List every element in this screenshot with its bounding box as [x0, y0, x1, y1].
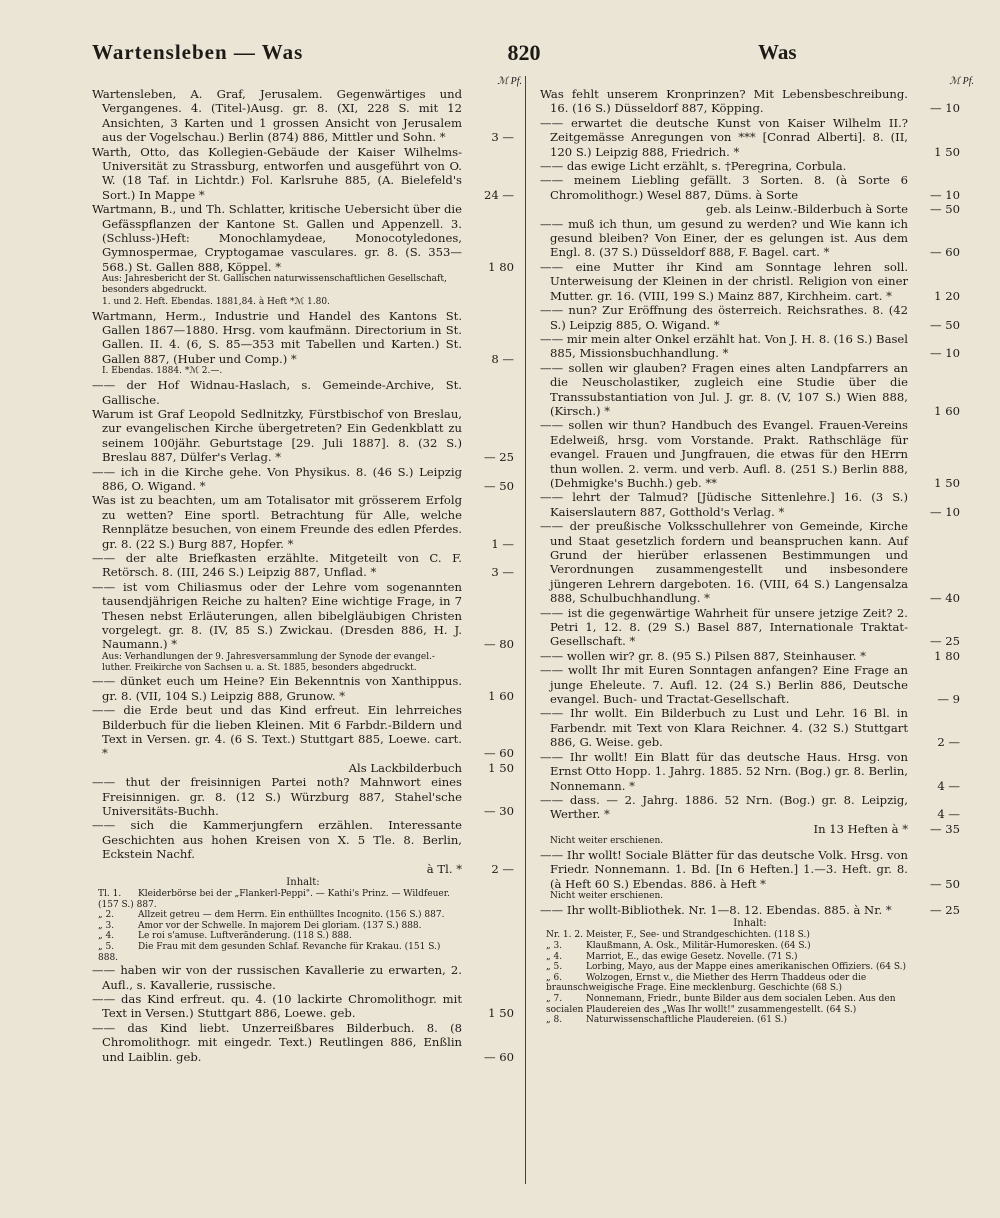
catalog-entry — [92, 963, 514, 992]
contents-title: Naturwissenschaftliche Plaudereien. (61 S.) — [586, 1015, 788, 1026]
catalog-entry — [540, 87, 960, 116]
variant-label: In 13 Heften à * — [813, 821, 908, 836]
contents-item — [540, 941, 960, 952]
running-head-right: Was — [758, 40, 797, 64]
contents-number: „ 7. — [546, 993, 563, 1004]
entry-text: —— wollen wir? gr. 8. (95 S.) Pilsen 887, Steinhauser. * — [540, 648, 866, 663]
catalog-entry — [92, 465, 514, 494]
entry-price: 24 — — [483, 187, 514, 202]
contents-item — [540, 1015, 960, 1026]
column-divider — [525, 76, 526, 1184]
entry-text: —— erwartet die deutsche Kunst von Kaiser Wilhelm II.? Zeitgemässe Anregungen von *** [Conrad Alberti]. 8. (II, 120 S.) Leipzig 888, Friedrich. * — [540, 115, 908, 159]
entry-text: —— der alte Briefkasten erzählte. Mitgeteilt von C. F. Retörsch. 8. (III, 246 S.) Leipzig 887, Unflad. * — [92, 550, 462, 580]
price-variant-line — [92, 761, 514, 775]
catalog-entry — [540, 217, 960, 260]
catalog-entry — [540, 303, 960, 332]
entry-text: —— das ewige Licht erzählt, s. †Peregrina, Corbula. — [540, 159, 847, 174]
entry-text: —— thut der freisinnigen Partei noth? Mahnwort eines Freisinnigen. gr. 8. (12 S.) Würzburg 887, Stahel'sche Universitäts-Buchh. — [92, 775, 462, 819]
entry-price: 1 50 — [488, 1006, 514, 1021]
catalog-entry — [92, 1021, 514, 1064]
contents-item — [92, 889, 514, 910]
entry-price: 2 — — [937, 735, 960, 750]
entry-note: 1. und 2. Heft. Ebendas. 1881,84. à Heft *ℳ 1.80. — [102, 296, 330, 307]
entry-price: — 25 — [929, 634, 960, 649]
catalog-entry — [540, 606, 960, 649]
contents-item — [92, 910, 514, 921]
entry-price: 1 — — [491, 536, 514, 551]
entry-price: 1 50 — [934, 144, 960, 159]
price-variant-line — [540, 202, 960, 216]
catalog-entry — [92, 580, 514, 652]
entry-text: —— Ihr wollt! Ein Blatt für das deutsche Haus. Hrsg. von Ernst Otto Hopp. 1. Jahrg. 1885. 52 Nrn. (Bog.) gr. 8. Berlin, Nonnemann. * — [540, 749, 908, 793]
catalog-entry — [92, 818, 514, 861]
entry-price: 1 20 — [934, 288, 960, 303]
entry-price: — 50 — [483, 478, 514, 493]
page-header — [0, 40, 1000, 70]
contents-number: „ 4. — [546, 951, 563, 962]
entry-price: — 50 — [929, 317, 960, 332]
catalog-entry — [540, 519, 960, 605]
catalog-entry — [92, 493, 514, 551]
entry-text: —— wollt Ihr mit Euren Sonntagen anfangen? Eine Frage an junge Eheleute. 7. Aufl. 12. (24 S.) Berlin 886, Deutsche evangel. Buch- und Tractat-Gesellschaft. — [540, 663, 908, 707]
entry-price: 4 — — [937, 807, 960, 822]
page-number: 820 — [507, 40, 541, 65]
catalog-entry — [540, 116, 960, 159]
contents-title: Nonnemann, Friedr., bunte Bilder aus dem socialen Leben. Aus den socialen Plaudereien des „Was Ihr wollt!" zusammengestellt. (64 S.) — [546, 993, 896, 1015]
entry-price: — 60 — [483, 746, 514, 761]
entry-price: — 80 — [483, 637, 514, 652]
price-variant-line — [540, 822, 960, 836]
currency-unit-header: ℳ Pf. — [497, 76, 522, 87]
catalog-entry — [540, 260, 960, 303]
variant-price: 1 50 — [488, 760, 514, 775]
contents-heading: Inhalt: — [733, 918, 767, 930]
entry-price: — 10 — [929, 504, 960, 519]
contents-heading: Inhalt: — [286, 877, 320, 889]
contents-title: Die Frau mit dem gesunden Schlaf. Revanche für Krakau. (151 S.) 888. — [98, 942, 441, 963]
entry-text: —— ist vom Chiliasmus oder der Lehre vom sogenannten tausendjährigen Reiche zu halten? Eine wichtige Frage, in 7 Thesen nebst Erläuterungen, allen bibelgläubigen Christen vorgelegt. gr. 8. (IV, 85 S.) Zwickau. (Dresden 886, H. J. Naumann.) * — [92, 579, 462, 652]
catalog-entry — [92, 703, 514, 761]
entry-text: —— ist die gegenwärtige Wahrheit für unsere jetzige Zeit? 2. Petri 1, 12. 8. (29 S.) Basel 887, Internationale Traktat-Gesellschaft. * — [540, 605, 908, 649]
variant-price: — 50 — [929, 202, 960, 217]
entry-price: — 10 — [929, 346, 960, 361]
contents-title: Allzeit getreu — dem Herrn. Ein enthülltes Incognito. (156 S.) 887. — [138, 910, 445, 921]
price-variant-line — [92, 862, 514, 876]
entry-price: — 25 — [483, 450, 514, 465]
catalog-entry — [540, 361, 960, 419]
contents-item — [540, 973, 960, 994]
catalog-entry — [92, 145, 514, 203]
entry-price: 3 — — [491, 565, 514, 580]
catalog-entry — [92, 992, 514, 1021]
entry-text: Warth, Otto, das Kollegien-Gebäude der Kaiser Wilhelms-Universität zu Strassburg, entworfen und ausgeführt von O. W. (18 Taf. in Lichtdr.) Fol. Karlsruhe 885, (A. Bielefeld's Sort.) In Mappe * — [92, 144, 462, 202]
contents-item — [540, 962, 960, 973]
contents-title: Klaußmann, A. Osk., Militär-Humoresken. (64 S.) — [586, 940, 811, 951]
catalog-entry — [540, 750, 960, 793]
entry-note: I. Ebendas. 1884. *ℳ 2.—. — [102, 366, 223, 377]
entry-price: — 10 — [929, 187, 960, 202]
entry-price: 8 — — [491, 351, 514, 366]
currency-unit-header: ℳ Pf. — [949, 76, 974, 87]
catalog-entry — [540, 793, 960, 822]
contents-number: Nr. 1. 2. — [546, 930, 583, 941]
entry-price: 4 — — [937, 778, 960, 793]
entry-text: —— haben wir von der russischen Kavallerie zu erwarten, 2. Aufl., s. Kavallerie, russische. — [92, 963, 462, 992]
contents-title: Wolzogen, Ernst v., die Miether des Herrn Thaddeus oder die braunschweigische Frage. Eine mecklenburg. Geschichte (68 S.) — [546, 972, 867, 994]
entry-text: —— sollen wir thun? Handbuch des Evangel. Frauen-Vereins Edelweiß, hrsg. vom Vorstande. Prakt. Rathschläge für evangel. Frauen und Jungfrauen, die etwas für den HErrn thun wollen. 2. verm. und verb. Aufl. 8. (251 S.) Berlin 888, (Dehmigke's Buchh.) geb. ** — [540, 418, 908, 490]
catalog-entry — [92, 87, 514, 145]
catalog-entry — [540, 649, 960, 663]
entry-note: Aus: Jahresbericht der St. Gallischen naturwissenschaftlichen Gesellschaft, besonders abgedruckt. — [102, 274, 447, 296]
entry-text: —— der preußische Volksschullehrer von Gemeinde, Kirche und Staat gesetzlich fordern und beanspruchen kann. Auf Grund der hierüber erlassenen Bestimmungen und Verordnungen zusammengestellt und insbesondere jüngeren Lehrern dargeboten. 16. (VIII, 64 S.) Langensalza 888, Schulbuchhandlung. * — [540, 519, 908, 606]
contents-item — [540, 994, 960, 1015]
contents-number: „ 5. — [98, 942, 115, 953]
catalog-entry — [92, 551, 514, 580]
entry-text: Was ist zu beachten, um am Totalisator mit grösserem Erfolg zu wetten? Eine sportl. Betrachtung für Alle, welche Rennplätze besuchen, von einem Freunde des edlen Pferdes. gr. 8. (22 S.) Burg 887, Hopfer. * — [92, 493, 462, 551]
catalog-entry — [540, 663, 960, 706]
contents-number: „ 6. — [546, 972, 563, 983]
contents-number: „ 8. — [546, 1015, 563, 1026]
catalog-entry — [540, 332, 960, 361]
entry-text: —— nun? Zur Eröffnung des österreich. Reichsrathes. 8. (42 S.) Leipzig 885, O. Wigand. * — [540, 303, 908, 332]
catalog-entry — [540, 706, 960, 749]
running-head-left: Wartensleben — Was — [92, 40, 304, 64]
catalog-entry — [540, 159, 960, 173]
variant-label: Als Lackbilderbuch — [348, 760, 462, 775]
entry-text: —— das Kind liebt. Unzerreißbares Bilderbuch. 8. (8 Chromolithogr. mit eingedr. Text.) Reutlingen 886, Enßlin und Laiblin. geb. — [92, 1020, 462, 1064]
entry-text: —— dass. — 2. Jahrg. 1886. 52 Nrn. (Bog.) gr. 8. Leipzig, Werther. * — [540, 792, 908, 822]
catalog-entry — [92, 202, 514, 274]
entry-price: — 50 — [929, 876, 960, 891]
contents-number: „ 2. — [98, 910, 115, 921]
entry-price: — 10 — [929, 101, 960, 116]
catalog-entry — [92, 674, 514, 703]
catalog-entry — [92, 775, 514, 818]
entry-text: —— sich die Kammerjungfern erzählen. Interessante Geschichten aus hohen Kreisen von X. 5 Tle. 8. Berlin, Eckstein Nachf. — [92, 818, 462, 862]
entry-text: Wartensleben, A. Graf, Jerusalem. Gegenwärtiges und Vergangenes. 4. (Titel-)Ausg. gr. 8. (XI, 228 S. mit 12 Ansichten, 3 Karten und 1 grossen Ansicht von Jerusalem aus der Vogelschau.) Berlin (874) 886, Mittler und Sohn. * — [92, 87, 462, 145]
entry-text: —— die Erde beut und das Kind erfreut. Ein lehrreiches Bilderbuch für die lieben Kleinen. Mit 6 Farbdr.-Bildern und Text in Versen. gr. 4. (6 S. Text.) Stuttgart 885, Loewe. cart. * — [92, 703, 462, 761]
entry-price: — 40 — [929, 591, 960, 606]
entry-text: —— dünket euch um Heine? Ein Bekenntnis von Xanthippus. gr. 8. (VII, 104 S.) Leipzig 888, Grunow. * — [92, 674, 462, 703]
entry-text: —— lehrt der Talmud? [Jüdische Sittenlehre.] 16. (3 S.) Kaiserslautern 887, Gotthold's Verlag. * — [540, 490, 908, 519]
contents-item — [540, 930, 960, 941]
catalog-entry — [92, 378, 514, 407]
entry-text: Wartmann, Herm., Industrie und Handel des Kantons St. Gallen 1867—1880. Hrsg. vom kaufmänn. Directorium in St. Gallen. II. 4. (6, S. 85—353 mit Tabellen und Karten.) St. Gallen 887, (Huber und Comp.) * — [92, 308, 462, 366]
entry-text: —— der Hof Widnau-Haslach, s. Gemeinde-Archive, St. Gallische. — [92, 378, 462, 407]
entry-text: —— Ihr wollt-Bibliothek. Nr. 1—8. 12. Ebendas. 885. à Nr. * — [540, 902, 892, 917]
contents-title: Amor vor der Schwelle. In majorem Dei gloriam. (137 S.) 888. — [138, 920, 422, 931]
entry-text: —— sollen wir glauben? Fragen eines alten Landpfarrers an die Neuscholastiker, zugleich eine Studie über die Transsubstantiation von Jul. J. gr. 8. (V, 107 S.) Wien 888, (Kirsch.) * — [540, 360, 908, 418]
contents-title: Meister, F., See- und Strandgeschichten. (118 S.) — [586, 930, 810, 941]
contents-title: Lorbing, Mayo, aus der Mappe eines amerikanischen Offiziers. (64 S.) — [586, 962, 907, 973]
entry-price: 1 80 — [934, 648, 960, 663]
contents-title: Kleiderbörse bei der „Flankerl-Peppi". — Kathi's Prinz. — Wildfeuer. (157 S.) 887. — [98, 889, 450, 910]
left-entries — [92, 87, 514, 1064]
entry-price: 1 50 — [934, 475, 960, 490]
entry-note: Nicht weiter erschienen. — [550, 891, 664, 902]
entry-price: 3 — — [491, 130, 514, 145]
entry-text: —— meinem Liebling gefällt. 3 Sorten. 8. (à Sorte 6 Chromolithogr.) Wesel 887, Düms. à Sorte — [540, 173, 908, 202]
catalog-entry — [540, 848, 960, 891]
entry-note: Nicht weiter erschienen. — [550, 836, 664, 847]
left-column — [92, 76, 522, 1186]
entry-text: —— Ihr wollt! Sociale Blätter für das deutsche Volk. Hrsg. von Friedr. Nonnemann. 1. Bd. [In 6 Heften.] 1.—3. Heft. gr. 8. (à Heft 60 S.) Ebendas. 886. à Heft * — [540, 847, 908, 891]
entry-text: Warum ist Graf Leopold Sedlnitzky, Fürstbischof von Breslau, zur evangelischen Kirche übergetreten? Ein Gedenkblatt zu seinem 100jähr. Geburtstage [29. Juli 1887]. 8. (32 S.) Breslau 887, Dülfer's Verlag. * — [92, 406, 462, 465]
entry-price: — 60 — [483, 1049, 514, 1064]
catalog-entry — [540, 490, 960, 519]
variant-price: — 35 — [929, 821, 960, 836]
entry-text: —— mir mein alter Onkel erzählt hat. Von J. H. 8. (16 S.) Basel 885, Missionsbuchhandlung. * — [540, 331, 908, 361]
catalog-entry — [540, 173, 960, 202]
catalog-entry — [540, 903, 960, 917]
variant-label: geb. als Leinw.-Bilderbuch à Sorte — [705, 202, 908, 217]
catalog-entry — [540, 418, 960, 490]
contents-number: „ 4. — [98, 931, 115, 942]
contents-item — [92, 921, 514, 932]
entry-price: — 30 — [483, 804, 514, 819]
entry-text: Was fehlt unserem Kronprinzen? Mit Lebensbeschreibung. 16. (16 S.) Düsseldorf 887, Köpping. — [540, 87, 908, 116]
entry-text: —— das Kind erfreut. qu. 4. (10 lackirte Chromolithogr. mit Text in Versen.) Stuttgart 886, Loewe. geb. — [92, 992, 462, 1021]
variant-price: 2 — — [491, 861, 514, 876]
entry-note: Aus: Verhandlungen der 9. Jahresversammlung der Synode der evangel.-luther. Freikirche von Sachsen u. a. St. 1885, besonders abgedruckt. — [102, 651, 435, 673]
variant-label: à Tl. * — [426, 861, 462, 876]
contents-item — [92, 931, 514, 942]
contents-number: „ 3. — [98, 920, 115, 931]
entry-text: Wartmann, B., und Th. Schlatter, kritische Uebersicht über die Gefässpflanzen der Kantone St. Gallen und Appenzell. 3. (Schluss-)Heft: Monochlamydeae, Monocotyledones, Gymnospermae, Cryptogamae vasculares. gr. 8. (S. 353—568.) St. Gallen 888, Köppel. * — [92, 202, 462, 274]
entry-price: — 9 — [937, 692, 960, 707]
entry-text: —— muß ich thun, um gesund zu werden? und Wie kann ich gesund bleiben? Von Einer, der es gelungen ist. Aus dem Engl. 8. (37 S.) Düsseldorf 888, F. Bagel. cart. * — [540, 216, 908, 260]
contents-item — [540, 952, 960, 963]
entry-price: — 60 — [929, 245, 960, 260]
contents-item — [92, 942, 514, 963]
entry-price: 1 60 — [934, 403, 960, 418]
entry-text: —— ich in die Kirche gehe. Von Physikus. 8. (46 S.) Leipzig 886, O. Wigand. * — [92, 464, 462, 493]
entry-price: 1 80 — [488, 259, 514, 274]
entry-price: 1 60 — [488, 688, 514, 703]
entry-text: —— Ihr wollt. Ein Bilderbuch zu Lust und Lehr. 16 Bl. in Farbendr. mit Text von Klara Reichner. 4. (32 S.) Stuttgart 886, G. Weise. geb. — [540, 706, 908, 750]
contents-title: Marriot, E., das ewige Gesetz. Novelle. (71 S.) — [586, 951, 798, 962]
contents-number: „ 3. — [546, 940, 563, 951]
contents-number: Tl. 1. — [98, 889, 122, 900]
contents-number: „ 5. — [546, 962, 563, 973]
catalog-entry — [92, 407, 514, 465]
catalog-entry — [92, 309, 514, 367]
entry-text: —— eine Mutter ihr Kind am Sonntage lehren soll. Unterweisung der Kleinen in der christl. Religion von einer Mutter. gr. 16. (VIII, 199 S.) Mainz 887, Kirchheim. cart. * — [540, 259, 908, 303]
right-column — [540, 76, 974, 1186]
entry-price: — 25 — [929, 902, 960, 917]
contents-title: Le roi s'amuse. Luftveränderung. (118 S.) 888. — [138, 931, 352, 942]
right-entries — [540, 87, 960, 1026]
